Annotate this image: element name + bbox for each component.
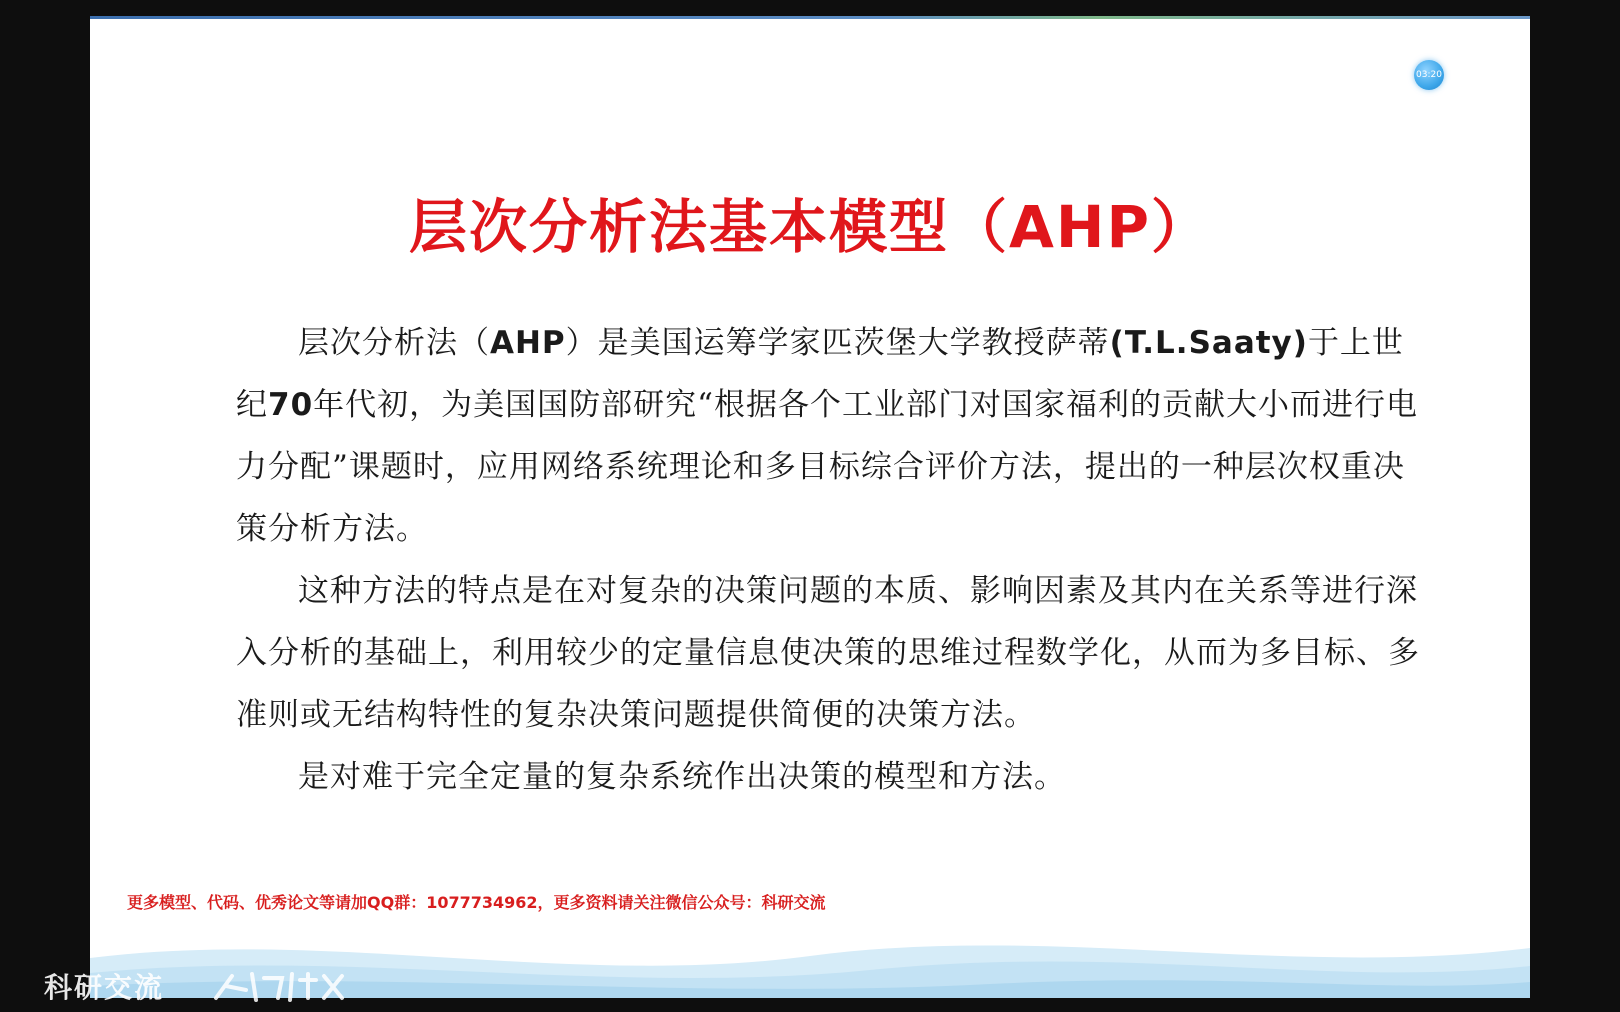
presentation-slide: [90, 16, 1530, 998]
text-run: 于上世纪: [236, 325, 1404, 423]
text-run: 是对难于完全定量的复杂系统作出决策的模型和方法。: [298, 759, 1066, 795]
timer-badge[interactable]: 03:20: [1414, 60, 1444, 90]
paragraph-2: [236, 560, 1426, 746]
paragraph-3: [236, 746, 1426, 808]
watermark-calligraphy: [212, 968, 352, 1004]
text-run: 年代初，为美国国防部研究“根据各个工业部门对国家福利的贡献大小而进行电力分配”课题时，应用网络系统理论和多目标综合评价方法，提出的一种层次权重决策分析方法。: [236, 387, 1418, 547]
text-run: 这种方法的特点是在对复杂的决策问题的本质、影响因素及其内在关系等进行深入分析的基础上，利用较少的定量信息使决策的思维过程数学化，从而为多目标、多准则或无结构特性的复杂决策问题提供简便的决策方法。: [236, 573, 1420, 733]
slide-body: [236, 312, 1426, 808]
watermark-logo-text: 科研交流: [44, 971, 165, 1004]
paragraph-1: [236, 312, 1426, 560]
bold-text-run: AHP: [490, 325, 566, 361]
slide-top-border: [90, 16, 1530, 19]
bold-text-run: (T.L.Saaty): [1109, 325, 1308, 361]
text-run: ）是美国运筹学家匹茨堡大学教授萨蒂: [565, 325, 1110, 361]
bold-text-run: 70: [268, 387, 314, 423]
text-run: 层次分析法（: [298, 325, 490, 361]
footer-promo-text: 更多模型、代码、优秀论文等请加QQ群：1077734962，更多资料请关注微信公众号：科研交流: [127, 893, 826, 912]
slide-title: 层次分析法基本模型（AHP）: [409, 193, 1211, 261]
